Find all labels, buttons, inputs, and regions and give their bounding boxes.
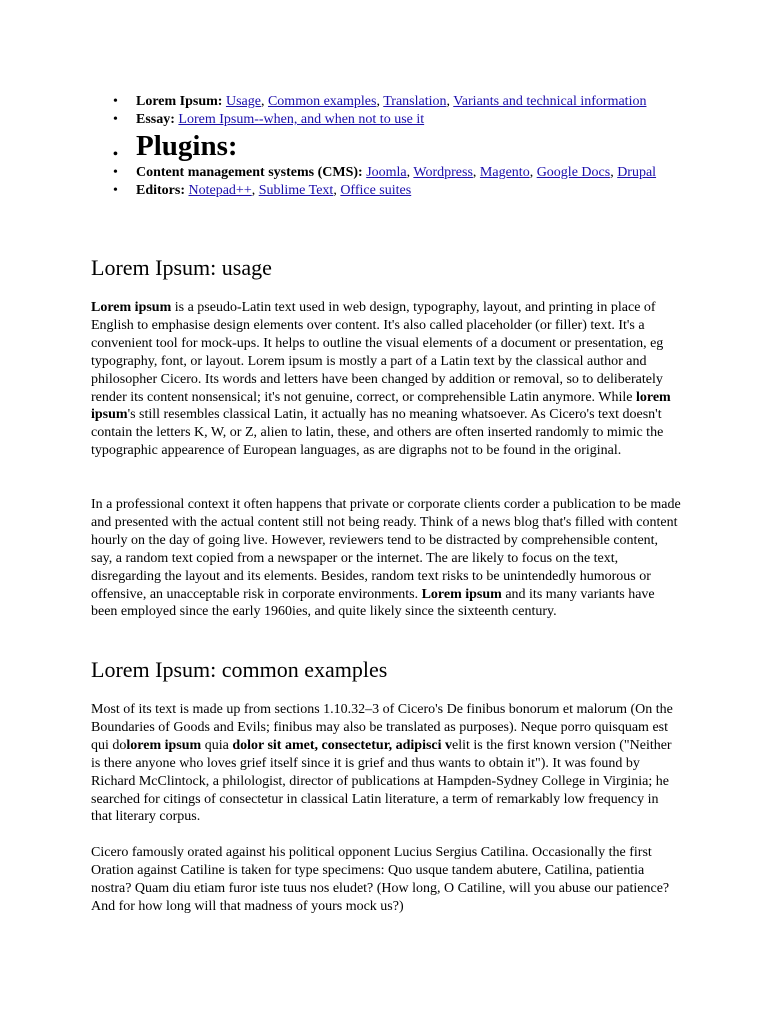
toc-label: Content management systems (CMS): [136, 165, 363, 180]
link-wordpress[interactable]: Wordpress [413, 165, 473, 180]
paragraph-usage-2: In a professional context it often happens that private or corporate clients corder a publication to be made and presented with the actual content still not being ready. Think of a news blog that's filled with content hourly on the day of going live. However, reviewers tend to be distracted by comprehensible content, say, a random text copied from a newspaper or the internet. The are likely to focus on the text, disregarding the layout and its elements. Besides, random text risks to be unintendedly humorous or offensive, an unacceptable risk in corporate environments. Lorem ipsum and its many variants have been employed since the early 1960ies, and quite likely since the sixteenth century. [91, 497, 681, 620]
section-heading-examples: Lorem Ipsum: common examples [91, 657, 388, 682]
link-notepad[interactable]: Notepad++ [188, 183, 252, 198]
table-of-contents [136, 93, 676, 200]
paragraph-examples-1: Most of its text is made up from sections 1.10.32–3 of Cicero's De finibus bonorum et malorum (On the Boundaries of Goods and Evils; finibus may also be translated as purposes). Neque porro quisquam est qui dolorem ipsum quia dolor sit amet, consectetur, adipisci velit is the first known version ("Neither is there anyone who loves grief itself since it is grief and thus wants to obtain it"). It was found by Richard McClintock, a philologist, director of publications at Hampden-Sydney College in Virginia; he searched for citings of consectetur in classical Latin literature, a term of remarkably low frequency in that literary corpus. [91, 702, 673, 825]
link-google-docs[interactable]: Google Docs [536, 165, 611, 180]
link-sublime[interactable]: Sublime Text [258, 183, 334, 198]
toc-label: Editors: [136, 183, 185, 198]
toc-item-lorem-ipsum: • Lorem Ipsum: Usage, Common examples, Translation, Variants and technical information [136, 93, 676, 111]
toc-item-plugins: • Plugins: [136, 129, 676, 163]
link-translation[interactable]: Translation [383, 94, 447, 109]
paragraph-usage-1: Lorem ipsum is a pseudo-Latin text used in web design, typography, layout, and printing in place of English to emphasise design elements over content. It's also called placeholder (or filler) text. It's a convenient tool for mock-ups. It helps to outline the visual elements of a document or presentation, eg typography, font, or layout. Lorem ipsum is mostly a part of a Latin text by the classical author and philosopher Cicero. Its words and letters have been changed by addition or removal, so to deliberately render its content nonsensical; it's not genuine, correct, or comprehensible Latin anymore. While lorem ipsum's still resembles classical Latin, it actually has no meaning whatsoever. As Cicero's text doesn't contain the letters K, W, or Z, alien to latin, these, and others are often inserted randomly to mimic the typographic appearence of European languages, as are digraphs not to be found in the original. [91, 300, 671, 459]
link-variants[interactable]: Variants and technical information [453, 94, 647, 109]
toc-item-editors: • Editors: Notepad++, Sublime Text, Office suites [136, 182, 676, 200]
link-magento[interactable]: Magento [479, 165, 530, 180]
link-common-examples[interactable]: Common examples [267, 94, 377, 109]
toc-item-cms: • Content management systems (CMS): Joomla, Wordpress, Magento, Google Docs, Drupal [136, 164, 676, 182]
link-joomla[interactable]: Joomla [366, 165, 407, 180]
toc-label: Essay: [136, 112, 175, 127]
link-office[interactable]: Office suites [340, 183, 412, 198]
toc-item-essay [136, 111, 676, 129]
link-usage[interactable]: Usage [225, 94, 261, 109]
toc-label: Lorem Ipsum: [136, 94, 223, 109]
link-drupal[interactable]: Drupal [617, 165, 657, 180]
paragraph-examples-2: Cicero famously orated against his political opponent Lucius Sergius Catilina. Occasionally the first Oration against Catiline is taken for type specimens: Quo usque tandem abutere, Catilina, patientia nostra? Quam diu etiam furor iste tuus nos eludet? (How long, O Catiline, will you abuse our patience? And for how long will that madness of yours mock us?) [91, 845, 670, 914]
link-essay[interactable]: Lorem Ipsum--when, and when not to use it [178, 112, 425, 127]
section-heading-usage: Lorem Ipsum: usage [91, 255, 272, 280]
